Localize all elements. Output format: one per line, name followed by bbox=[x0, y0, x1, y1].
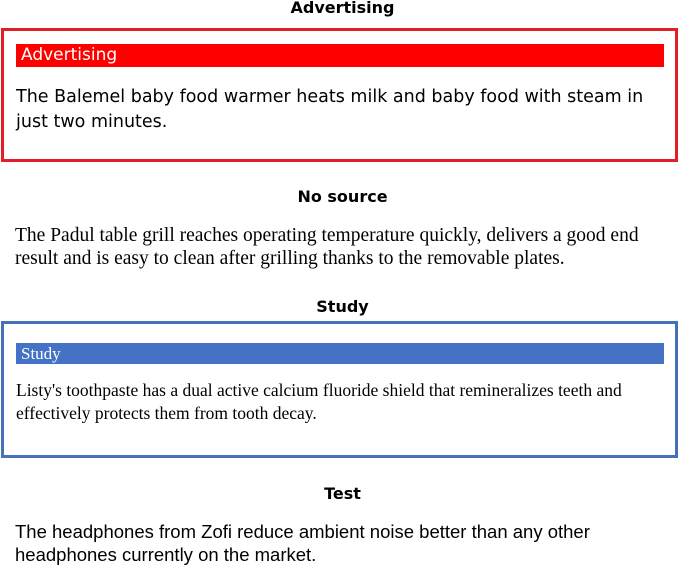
section-heading-advertising: Advertising bbox=[290, 0, 395, 17]
study-label-bar: Study bbox=[16, 343, 664, 364]
section-heading-no-source: No source bbox=[297, 187, 388, 206]
advertising-example-text: The Balemel baby food warmer heats milk and baby food with steam in just two minutes. bbox=[16, 87, 644, 132]
section-heading-study: Study bbox=[316, 297, 369, 316]
advertising-label-bar: Advertising bbox=[16, 44, 664, 67]
study-example-text: Listy's toothpaste has a dual active calcium fluoride shield that remineralizes teeth and effectively protects them from tooth decay. bbox=[16, 380, 622, 423]
section-heading-test: Test bbox=[324, 484, 361, 503]
advertising-example-box bbox=[1, 28, 678, 162]
no-source-example-text: The Padul table grill reaches operating temperature quickly, delivers a good end result and is easy to clean after grilling thanks to the removable plates. bbox=[15, 225, 639, 269]
study-example-box bbox=[1, 321, 678, 458]
test-example-text: The headphones from Zofi reduce ambient noise better than any other headphones currently on the market. bbox=[15, 521, 590, 565]
